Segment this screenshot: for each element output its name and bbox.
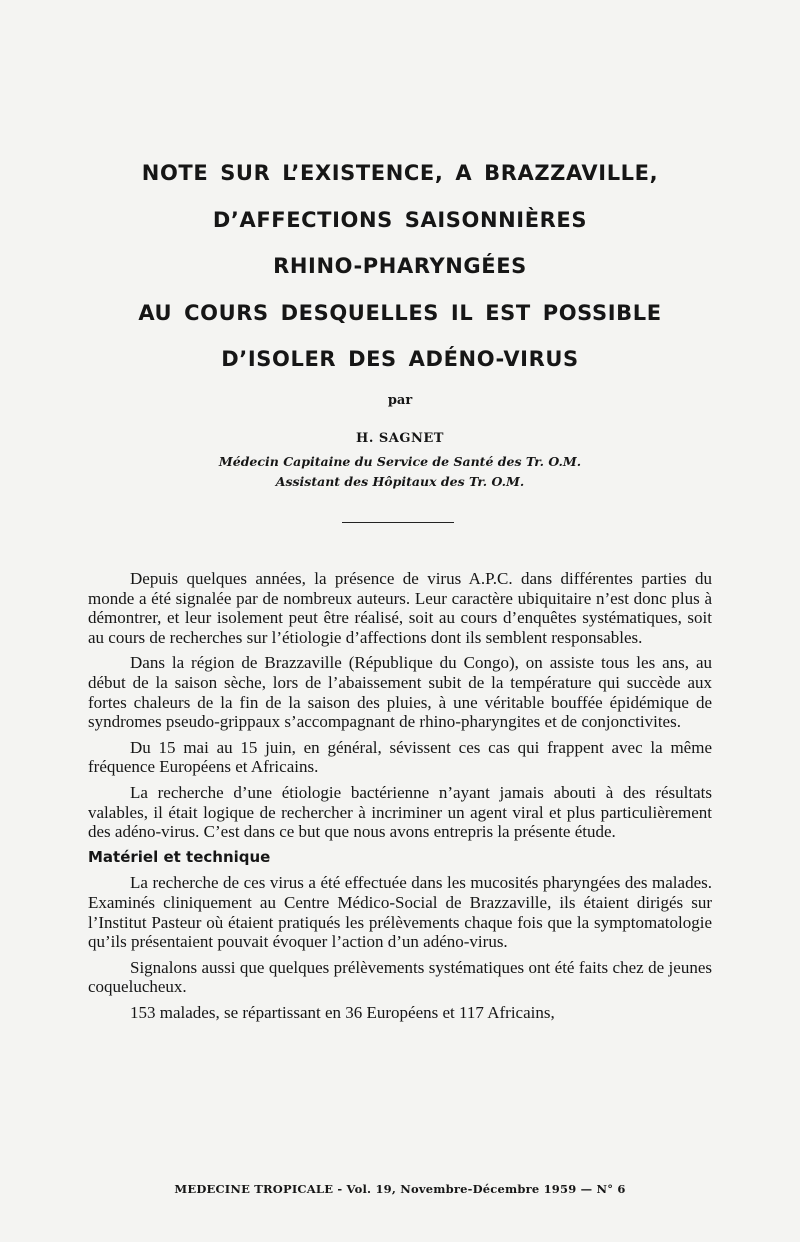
body-paragraph: La recherche de ces virus a été effectuée dans les mucosités pharyngées des malades. Examinés cliniquement au Centre Médico-Social de Brazzaville, ils étaient dirigés sur l’Institut Pasteur où étaient pratiqués les prélèvements chaque fois que la symptomatologie qu’ils présentaient pouvait évoquer l’action d’un adéno-virus. (88, 873, 712, 952)
title-line-2: D’AFFECTIONS SAISONNIÈRES (212, 207, 588, 232)
title-line-1: NOTE SUR L’EXISTENCE, A BRAZZAVILLE, (141, 161, 659, 185)
title-line-3: RHINO-PHARYNGÉES (273, 254, 527, 278)
body-paragraph: Depuis quelques années, la présence de virus A.P.C. dans différentes parties du monde a été signalée par de nombreux auteurs. Leur caractère ubiquitaire n’est donc plus à démontrer, et leur isolement peut être réalisé, soit au cours d’enquêtes systématiques, soit au cours de recherches sur l’étiologie d’affections dont ils semblent responsables. (88, 569, 712, 647)
separator-rule (342, 522, 454, 523)
author-name: H. SAGNET (356, 431, 444, 446)
body-paragraph: Dans la région de Brazzaville (République du Congo), on assiste tous les ans, au début de la saison sèche, lors de l’abaissement subit de la température qui succède aux fortes chaleurs de la fin de la saison des pluies, à une véritable bouffée épidémique de syndromes pseudo-grippaux s’accompagnant de rhino-pharyngites et de conjonctivites. (88, 653, 712, 732)
author-affiliation-1: Médecin Capitaine du Service de Santé des Tr. O.M. (218, 454, 582, 469)
body-paragraph: Du 15 mai au 15 juin, en général, sévissent ces cas qui frappent avec la même fréquence Européens et Africains. (88, 737, 712, 777)
body-paragraph: La recherche d’une étiologie bactérienne n’ayant jamais abouti à des résultats valables, il était logique de rechercher à incriminer un agent viral et plus particulièrement des adéno-virus. C’est dans ce but que nous avons entrepris la présente étude. (88, 782, 712, 842)
author-affiliation-2: Assistant des Hôpitaux des Tr. O.M. (275, 474, 525, 489)
title-line-5: D’ISOLER DES ADÉNO-VIRUS (221, 347, 579, 371)
article-title (0, 150, 800, 383)
byline-par: par (387, 393, 413, 408)
body-paragraph: Signalons aussi que quelques prélèvements systématiques ont été faits chez de jeunes coquelucheux. (88, 957, 712, 997)
journal-footer: MEDECINE TROPICALE - Vol. 19, Novembre-Décembre 1959 — N° 6 (174, 1182, 626, 1196)
title-line-4: AU COURS DESQUELLES IL EST POSSIBLE (138, 300, 662, 325)
section-heading: Matériel et technique (88, 847, 271, 866)
article-body (88, 569, 712, 1028)
body-paragraph: 153 malades, se répartissant en 36 Européens et 117 Africains, (130, 1002, 555, 1022)
